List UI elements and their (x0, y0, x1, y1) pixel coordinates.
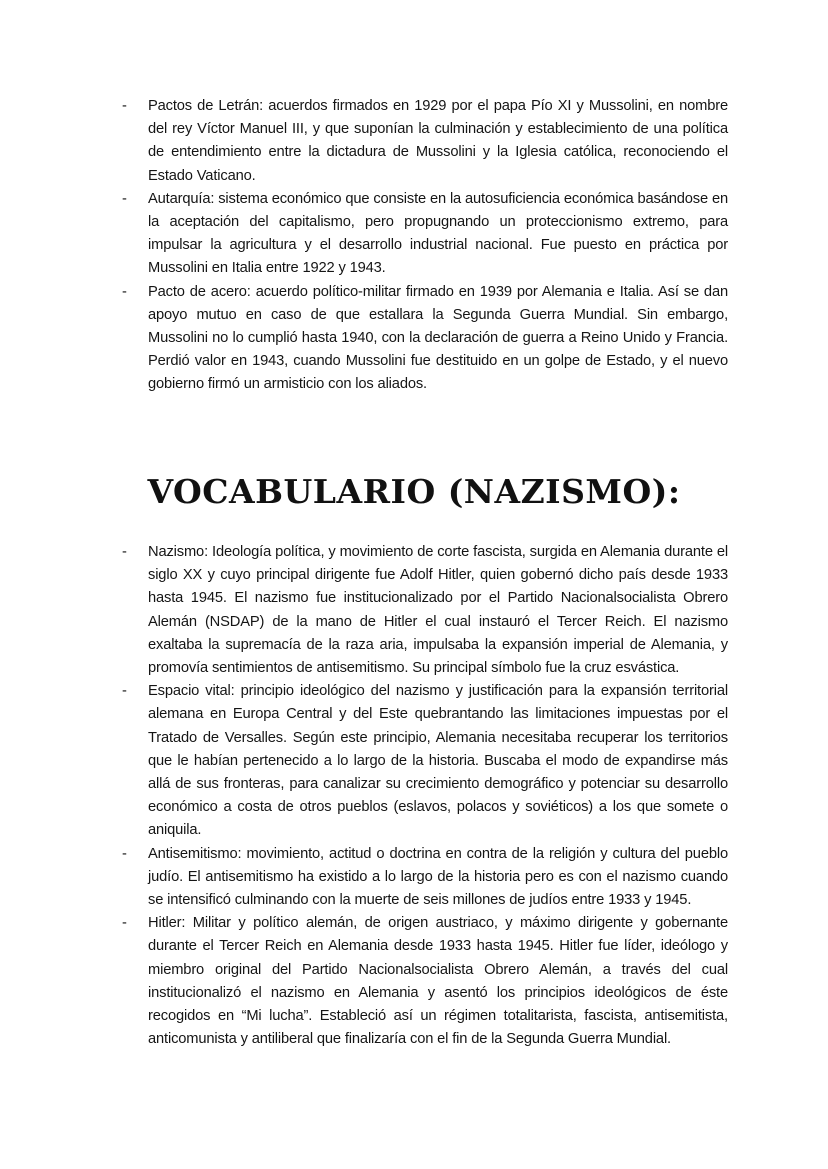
bullet-dash: - (122, 683, 127, 700)
section-heading: VOCABULARIO (NAZISMO): (147, 472, 681, 511)
item-text: Hitler: Militar y político alemán, de origen austriaco, y máximo dirigente y gobernante durante el Tercer Reich en Alemania desde 1933 hasta 1945. Hitler fue líder, ideólogo y miembro original del Partido Nacionalsocialista Obrero Alemán, a través del cual institucionalizó el nazismo en Alemania y asentó los principios ideológicos de éste recogidos en “Mi lucha”. Estableció así un régimen totalitarista, fascista, antisemitista, anticomunista y antiliberal que finalizaría con el fin de la Segunda Guerra Mundial. (148, 915, 728, 1048)
list-item (122, 912, 728, 1051)
list-item (122, 541, 728, 680)
bullet-dash: - (122, 283, 127, 300)
list-item (122, 843, 728, 913)
bullet-dash: - (122, 98, 127, 114)
bullet-dash: - (122, 190, 127, 207)
list-item (122, 95, 728, 188)
list-item (122, 188, 728, 281)
item-text: Pactos de Letrán: acuerdos firmados en 1929 por el papa Pío XI y Mussolini, en nombre del rey Víctor Manuel III, y que suponían la culminación y establecimiento de una política de entendimiento entre la dictadura de Mussolini y la Iglesia católica, reconociendo el Estado Vaticano. (148, 98, 728, 184)
vocabulary-list-nazism (122, 541, 728, 1051)
bullet-dash: - (122, 845, 127, 862)
item-text: Autarquía: sistema económico que consiste en la autosuficiencia económica basándose en la aceptación del capitalismo, pero propugnando un proteccionismo extremo, para impulsar la agricultura y el desarrollo industrial nacional. Fue puesto en práctica por Mussolini en Italia entre 1922 y 1943. (148, 190, 728, 277)
item-text: Nazismo: Ideología política, y movimiento de corte fascista, surgida en Alemania durante el siglo XX y cuyo principal dirigente fue Adolf Hitler, quien gobernó dicho país desde 1933 hasta 1945. El nazismo fue institucionalizado por el Partido Nacionalsocialista Obrero Alemán (NSDAP) de la mano de Hitler el cual instauró el Tercer Reich. El nazismo exaltaba la supremacía de la raza aria, impulsaba la expansión imperial de Alemania, y promovía sentimientos de antisemitismo. Su principal símbolo fue la cruz esvástica. (148, 544, 728, 677)
item-text: Espacio vital: principio ideológico del nazismo y justificación para la expansión territorial alemana en Europa Central y del Este quebrantando las limitaciones impuestas por el Tratado de Versalles. Según este principio, Alemania necesitaba recuperar los territorios que le habían pertenecido a lo largo de la historia. Buscaba el modo de expandirse más allá de sus fronteras, para canalizar su crecimiento demográfico y potenciar su desarrollo económico a costa de otros pueblos (eslavos, polacos y soviéticos) a los que somete o aniquila. (148, 683, 728, 839)
item-text: Antisemitismo: movimiento, actitud o doctrina en contra de la religión y cultura del pueblo judío. El antisemitismo ha existido a lo largo de la historia pero es con el nazismo cuando se intensificó culminando con la muerte de seis millones de judíos entre 1933 y 1945. (148, 845, 728, 909)
list-item (122, 680, 728, 842)
item-text: Pacto de acero: acuerdo político-militar firmado en 1939 por Alemania e Italia. Así se dan apoyo mutuo en caso de que estallara la Segunda Guerra Mundial. Sin embargo, Mussolini no lo cumplió hasta 1940, con la declaración de guerra a Reino Unido y Francia. Perdió valor en 1943, cuando Mussolini fue destituido en un golpe de Estado, y el nuevo gobierno firmó un armisticio con los aliados. (148, 283, 728, 393)
bullet-dash: - (122, 915, 127, 932)
vocabulary-list-fascism (122, 95, 728, 397)
bullet-dash: - (122, 544, 127, 560)
list-item (122, 281, 728, 397)
